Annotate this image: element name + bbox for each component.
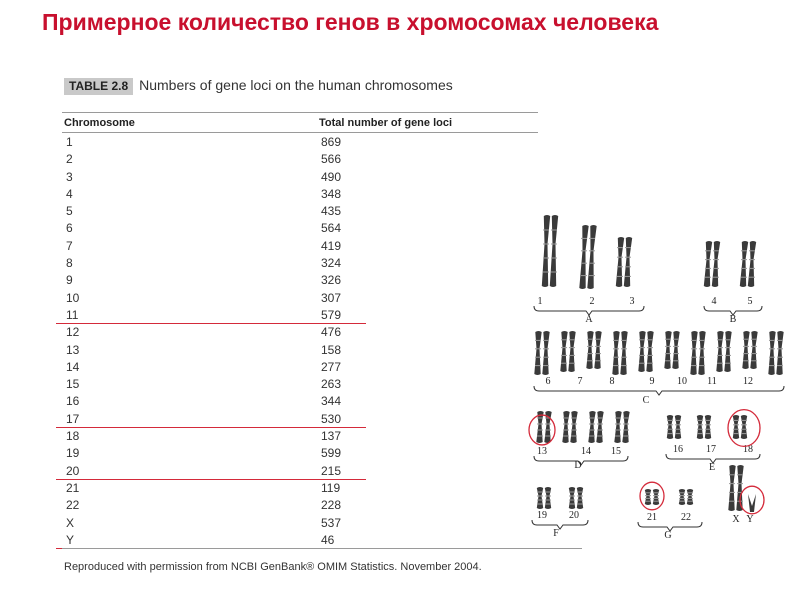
table-row bbox=[56, 342, 586, 359]
chromosome-pair-icon bbox=[612, 331, 627, 375]
table-caption-text: Numbers of gene loci on the human chromosomes bbox=[139, 77, 453, 93]
chromosome-cell: 3 bbox=[66, 169, 73, 184]
table-row bbox=[56, 515, 586, 532]
table-row bbox=[56, 376, 586, 393]
chromosome-cell: 21 bbox=[66, 480, 80, 495]
table-rule bbox=[62, 132, 538, 133]
karyotype-label: 6 bbox=[545, 376, 551, 387]
chromosome-y-icon bbox=[748, 494, 756, 512]
table-row bbox=[56, 324, 586, 341]
chromosome-cell: 10 bbox=[66, 290, 80, 305]
chromosome-pair-icon bbox=[690, 331, 705, 375]
karyotype-label: 13 bbox=[537, 446, 547, 457]
karyotype-label: 21 bbox=[647, 512, 657, 523]
table-row bbox=[56, 290, 586, 307]
chromosome-cell: 17 bbox=[66, 411, 80, 426]
chromosome-pair-icon bbox=[560, 331, 575, 372]
gene-count-cell: 530 bbox=[321, 411, 342, 426]
table-row bbox=[56, 272, 586, 289]
gene-count-cell: 158 bbox=[321, 342, 342, 357]
karyotype-label: F bbox=[553, 528, 559, 539]
table-row bbox=[56, 220, 586, 237]
table-rule bbox=[62, 548, 582, 549]
karyotype-label: A bbox=[585, 314, 593, 325]
karyotype-label: 10 bbox=[677, 376, 687, 387]
karyotype-label: G bbox=[664, 530, 672, 541]
gene-count-cell: 324 bbox=[321, 256, 342, 271]
chromosome-pair-icon bbox=[588, 411, 603, 443]
gene-count-cell: 564 bbox=[321, 221, 342, 236]
karyotype-label: D bbox=[574, 460, 582, 471]
chromosome-pair-icon bbox=[733, 415, 747, 439]
chromosome-cell: 18 bbox=[66, 429, 80, 444]
gene-count-cell: 419 bbox=[321, 238, 342, 253]
gene-count-cell: 307 bbox=[321, 290, 342, 305]
karyotype-label: 22 bbox=[681, 512, 691, 523]
chromosome-pair-icon bbox=[579, 225, 596, 289]
table-row bbox=[56, 428, 586, 445]
karyotype-label: 3 bbox=[629, 296, 635, 307]
chromosome-cell: 22 bbox=[66, 498, 80, 513]
table-caption bbox=[64, 78, 574, 95]
chromosome-pair-icon bbox=[768, 331, 783, 375]
gene-count-cell: 228 bbox=[321, 498, 342, 513]
table-row bbox=[56, 532, 586, 549]
table-row bbox=[56, 480, 586, 497]
chromosome-pair-icon bbox=[742, 331, 757, 369]
karyotype-figure bbox=[526, 198, 798, 558]
chromosome-cell: 2 bbox=[66, 152, 73, 167]
gene-count-cell: 566 bbox=[321, 152, 342, 167]
chromosome-cell: 20 bbox=[66, 463, 80, 478]
gene-count-cell: 579 bbox=[321, 307, 342, 322]
table-row bbox=[56, 238, 586, 255]
gene-loci-table bbox=[56, 72, 586, 592]
chromosome-pair-icon bbox=[537, 487, 551, 509]
table-rule bbox=[62, 112, 538, 113]
gene-count-cell: 490 bbox=[321, 169, 342, 184]
chromosome-pair-icon bbox=[740, 241, 756, 287]
karyotype-label: 18 bbox=[743, 444, 753, 455]
chromosome-pair-icon bbox=[534, 331, 549, 375]
gene-count-cell: 215 bbox=[321, 463, 342, 478]
chromosome-pair-icon bbox=[697, 415, 711, 439]
karyotype-label: 1 bbox=[537, 296, 543, 307]
table-row bbox=[56, 186, 586, 203]
gene-count-cell: 348 bbox=[321, 186, 342, 201]
karyotype-label: 5 bbox=[747, 296, 753, 307]
karyotype-label: 2 bbox=[589, 296, 595, 307]
gene-count-cell: 326 bbox=[321, 273, 342, 288]
karyotype-label: 9 bbox=[649, 376, 655, 387]
slide-title: Примерное количество генов в хромосомах человека bbox=[42, 9, 659, 35]
chromosome-pair-icon bbox=[728, 465, 743, 511]
chromosome-cell: 1 bbox=[66, 135, 73, 149]
table-row bbox=[56, 463, 586, 480]
gene-count-cell: 599 bbox=[321, 446, 342, 461]
karyotype-label: 7 bbox=[577, 376, 583, 387]
gene-count-cell: 263 bbox=[321, 377, 342, 392]
gene-count-cell: 537 bbox=[321, 515, 342, 530]
chromosome-pair-icon bbox=[616, 237, 632, 287]
karyotype-label: 15 bbox=[611, 446, 621, 457]
karyotype-label: X bbox=[732, 514, 740, 525]
chromosome-cell: 7 bbox=[66, 238, 73, 253]
table-row bbox=[56, 255, 586, 272]
chromosome-pair-icon bbox=[569, 487, 583, 509]
karyotype-label: 8 bbox=[609, 376, 615, 387]
karyotype-label: 11 bbox=[707, 376, 717, 387]
karyotype-image bbox=[526, 198, 798, 558]
chromosome-cell: 5 bbox=[66, 204, 73, 219]
chromosome-cell: X bbox=[66, 515, 75, 530]
table-row bbox=[56, 393, 586, 410]
gene-count-cell: 344 bbox=[321, 394, 342, 409]
chromosome-cell: Y bbox=[66, 532, 75, 547]
table-row bbox=[56, 151, 586, 168]
karyotype-label: 12 bbox=[743, 376, 753, 387]
karyotype-label: B bbox=[729, 314, 737, 325]
table-tag: TABLE 2.8 bbox=[64, 78, 133, 95]
gene-count-cell: 46 bbox=[321, 532, 335, 547]
chromosome-pair-icon bbox=[645, 489, 659, 505]
table-row bbox=[56, 134, 586, 151]
chromosome-pair-icon bbox=[679, 489, 693, 505]
karyotype-label: 14 bbox=[581, 446, 591, 457]
chromosome-pair-icon bbox=[664, 331, 679, 369]
table-row bbox=[56, 359, 586, 376]
gene-count-cell: 869 bbox=[321, 135, 342, 149]
table-footnote: Reproduced with permission from NCBI GenBank® OMIM Statistics. November 2004. bbox=[64, 561, 482, 573]
gene-count-cell: 476 bbox=[321, 325, 342, 340]
karyotype-label: 19 bbox=[537, 510, 547, 521]
chromosome-pair-icon bbox=[716, 331, 731, 372]
chromosome-pair-icon bbox=[638, 331, 653, 372]
table-row bbox=[56, 411, 586, 428]
table-row bbox=[56, 445, 586, 462]
table-body bbox=[56, 134, 586, 549]
column-header-chromosome: Chromosome bbox=[64, 117, 135, 129]
chromosome-cell: 16 bbox=[66, 394, 80, 409]
karyotype-label: C bbox=[642, 395, 650, 406]
chromosome-pair-icon bbox=[667, 415, 681, 439]
chromosome-cell: 6 bbox=[66, 221, 73, 236]
gene-count-cell: 119 bbox=[321, 480, 341, 495]
karyotype-label: Y bbox=[746, 514, 754, 525]
karyotype-label: 16 bbox=[673, 444, 683, 455]
group-brace bbox=[534, 386, 784, 395]
gene-count-cell: 277 bbox=[321, 359, 342, 374]
karyotype-label: E bbox=[708, 462, 716, 473]
chromosome-cell: 14 bbox=[66, 359, 80, 374]
gene-count-cell: 435 bbox=[321, 204, 342, 219]
chromosome-pair-icon bbox=[586, 331, 601, 369]
karyotype-label: 17 bbox=[706, 444, 716, 455]
chromosome-pair-icon bbox=[562, 411, 577, 443]
chromosome-cell: 9 bbox=[66, 273, 73, 288]
chromosome-pair-icon bbox=[614, 411, 629, 443]
chromosome-cell: 19 bbox=[66, 446, 80, 461]
karyotype-label: 20 bbox=[569, 510, 579, 521]
chromosome-cell: 4 bbox=[66, 186, 73, 201]
karyotype-label: 4 bbox=[711, 296, 717, 307]
table-row bbox=[56, 169, 586, 186]
chromosome-cell: 13 bbox=[66, 342, 80, 357]
column-header-total: Total number of gene loci bbox=[319, 117, 453, 129]
chromosome-cell: 8 bbox=[66, 256, 73, 271]
chromosome-cell: 15 bbox=[66, 377, 80, 392]
chromosome-pair-icon bbox=[704, 241, 720, 287]
table-row bbox=[56, 203, 586, 220]
table-row bbox=[56, 307, 586, 324]
group-brace bbox=[532, 520, 588, 529]
chromosome-pair-icon bbox=[542, 215, 558, 287]
chromosome-cell: 11 bbox=[66, 307, 79, 322]
chromosome-cell: 12 bbox=[66, 325, 80, 340]
gene-count-cell: 137 bbox=[321, 429, 342, 444]
table-row bbox=[56, 497, 586, 514]
highlight-circle bbox=[640, 482, 664, 510]
